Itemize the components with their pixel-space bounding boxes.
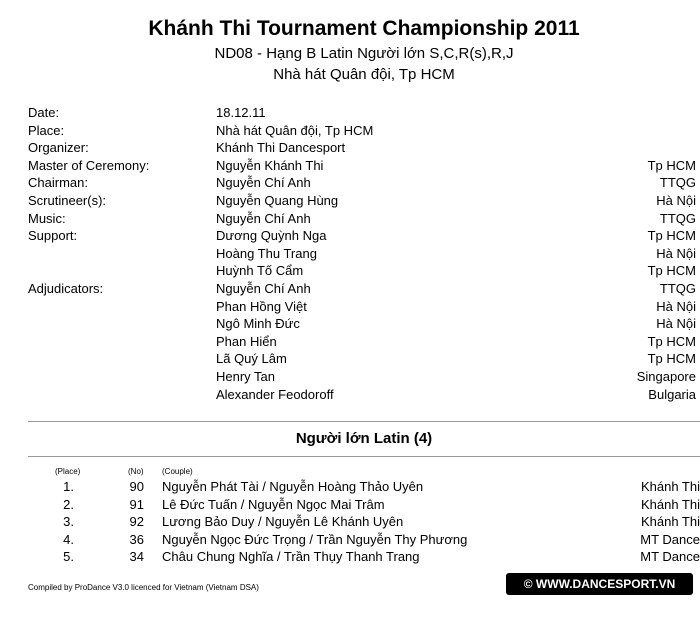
result-row [28, 478, 700, 496]
place-column-header: (Place) [55, 467, 81, 476]
info-row [28, 298, 696, 316]
divider [28, 421, 700, 422]
info-row [28, 386, 696, 404]
info-row [28, 104, 696, 122]
info-row [28, 315, 696, 333]
info-label: Scrutineer(s): [28, 192, 107, 208]
info-label: Date: [28, 105, 60, 120]
info-label: Organizer: [28, 140, 89, 156]
info-row [28, 262, 696, 280]
page-title: Khánh Thi Tournament Championship 2011 [148, 17, 580, 40]
info-row [28, 192, 696, 210]
result-number: 36 [129, 531, 144, 547]
info-name: Nguyễn Chí Anh [216, 210, 311, 226]
info-row [28, 157, 696, 175]
result-couple: Nguyễn Phát Tài / Nguyễn Hoàng Thảo Uyên [162, 479, 424, 494]
result-club: Khánh Thi [640, 496, 700, 512]
info-name: Nguyễn Chí Anh [216, 175, 311, 191]
result-place: 1. [63, 479, 74, 494]
result-place: 2. [63, 496, 74, 512]
result-club: MT Dance [640, 531, 700, 547]
result-place: 3. [63, 514, 74, 530]
info-label: Music: [28, 210, 66, 226]
info-name: Lã Quý Lâm [216, 351, 287, 367]
info-name: Nhà hát Quân đội, Tp HCM [216, 122, 374, 138]
result-row [28, 496, 700, 514]
info-name: Nguyễn Khánh Thi [216, 157, 324, 173]
info-row [28, 174, 696, 192]
info-row [28, 122, 696, 140]
info-city: Singapore [636, 368, 696, 384]
info-city: Tp HCM [647, 228, 696, 244]
event-subtitle: ND08 - Hạng B Latin Người lớn S,C,R(s),R,J [214, 45, 514, 62]
info-name: Henry Tan [216, 368, 276, 384]
number-column-header: (No) [128, 467, 144, 476]
info-city: TTQG [659, 175, 696, 191]
info-row [28, 280, 696, 298]
result-place: 5. [63, 549, 74, 565]
info-city: TTQG [659, 280, 696, 296]
info-name: Phan Hiển [216, 333, 277, 349]
result-place: 4. [63, 531, 74, 547]
info-city: Bulgaria [648, 386, 696, 402]
info-name: Nguyễn Chí Anh [216, 280, 311, 296]
footer-note: Compiled by ProDance V3.0 licenced for Vietnam (Vietnam DSA) [28, 583, 259, 592]
info-name: Alexander Feodoroff [216, 386, 334, 402]
info-name: Khánh Thi Dancesport [216, 140, 346, 156]
info-row [28, 333, 696, 351]
result-number: 90 [129, 479, 144, 494]
divider [28, 456, 700, 457]
info-label: Support: [28, 228, 78, 244]
info-city: Hà Nội [656, 298, 696, 314]
info-name: Nguyễn Quang Hùng [216, 192, 339, 208]
result-row [28, 531, 700, 549]
info-label: Place: [28, 122, 65, 138]
info-label: Adjudicators: [28, 280, 104, 296]
section-title: Người lớn Latin (4) [295, 430, 433, 447]
result-row [28, 548, 700, 566]
info-city: Tp HCM [647, 351, 696, 367]
info-city: Tp HCM [647, 333, 696, 349]
result-row [28, 513, 700, 531]
result-club: Khánh Thi [640, 479, 700, 494]
result-club: MT Dance [640, 549, 700, 565]
info-row [28, 245, 696, 263]
result-number: 91 [129, 496, 144, 512]
info-row [28, 227, 696, 245]
info-city: Hà Nội [656, 245, 696, 261]
info-name: 18.12.11 [216, 105, 266, 120]
result-couple: Lương Bảo Duy / Nguyễn Lê Khánh Uyên [162, 514, 404, 530]
info-row [28, 139, 696, 157]
info-name: Phan Hồng Việt [216, 298, 307, 314]
result-couple: Châu Chung Nghĩa / Trần Thụy Thanh Trang [162, 549, 420, 565]
result-couple: Lê Đức Tuấn / Nguyễn Ngọc Mai Trâm [162, 496, 385, 512]
result-couple: Nguyễn Ngọc Đức Trọng / Trần Nguyễn Thy Phương [162, 531, 468, 547]
info-name: Dương Quỳnh Nga [216, 228, 327, 244]
couple-column-header: (Couple) [162, 467, 193, 476]
info-row [28, 350, 696, 368]
info-label: Chairman: [28, 175, 88, 191]
results-table [28, 478, 700, 566]
watermark-logo: © WWW.DANCESPORT.VN [506, 573, 693, 595]
result-club: Khánh Thi [640, 514, 700, 530]
info-city: Tp HCM [647, 263, 696, 279]
info-city: TTQG [659, 210, 696, 226]
info-name: Hoàng Thu Trang [216, 245, 317, 261]
info-city: Hà Nội [656, 316, 696, 332]
info-city: Hà Nội [656, 192, 696, 208]
venue-subtitle: Nhà hát Quân đội, Tp HCM [273, 66, 455, 83]
info-row [28, 210, 696, 228]
result-number: 34 [129, 549, 144, 565]
info-name: Ngô Minh Đức [216, 316, 300, 332]
officials-list [28, 104, 696, 403]
info-city: Tp HCM [647, 157, 696, 173]
info-name: Huỳnh Tố Cẩm [216, 263, 304, 279]
result-number: 92 [129, 514, 144, 530]
info-row [28, 368, 696, 386]
info-label: Master of Ceremony: [28, 157, 150, 173]
